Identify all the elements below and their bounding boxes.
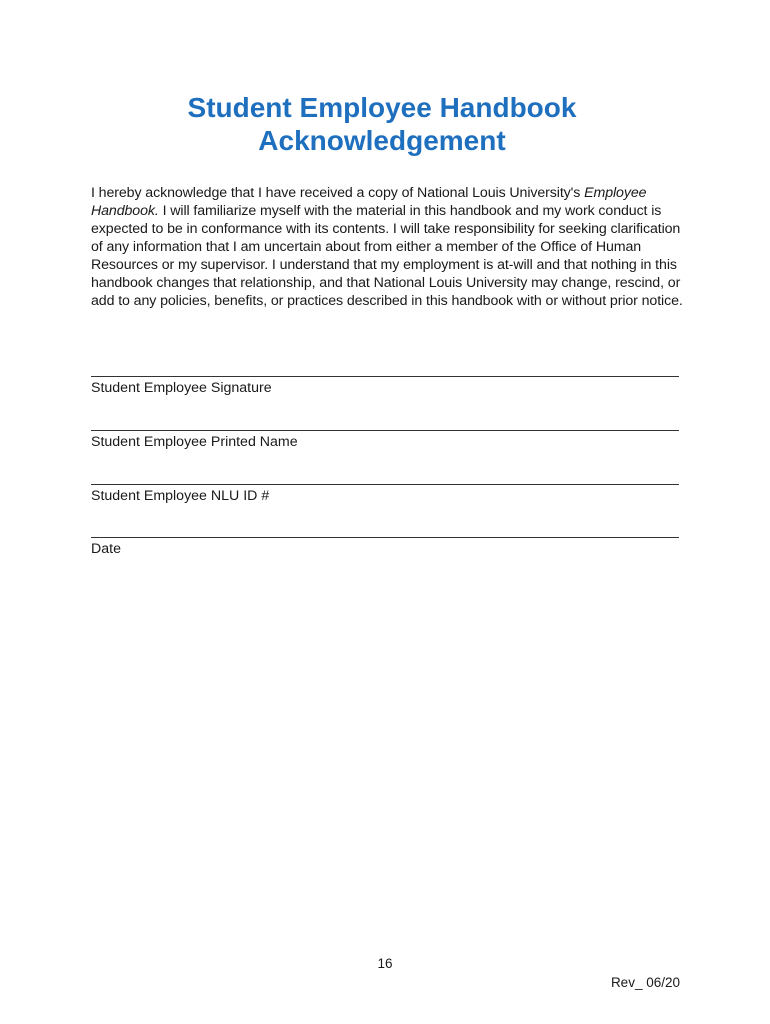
title-line-2: Acknowledgement bbox=[258, 124, 506, 156]
printed-name-field bbox=[91, 430, 679, 451]
paragraph-text-rest: I will familiarize myself with the material in this handbook and my work conduct is expected to be in conformance with its contents. I will take responsibility for seeking clarification of any information that I am uncertain about from either a member of the Office of Human Resources or my supervisor. I understand that my employment is at-will and that nothing in this handbook changes that relationship, and that National Louis University may change, rescind, or add to any policies, benefits, or practices described in this handbook with or without prior notice. bbox=[91, 203, 683, 309]
title-line-1: Student Employee Handbook bbox=[187, 91, 577, 123]
revision-note: Rev_ 06/20 bbox=[610, 975, 680, 990]
signature-line[interactable] bbox=[91, 376, 679, 377]
nlu-id-label: Student Employee NLU ID # bbox=[91, 488, 270, 504]
document-title bbox=[0, 91, 764, 157]
nlu-id-field bbox=[91, 484, 679, 505]
signature-field bbox=[91, 376, 679, 397]
signature-label: Student Employee Signature bbox=[91, 380, 272, 396]
date-line[interactable] bbox=[91, 537, 679, 538]
acknowledgement-paragraph bbox=[91, 184, 691, 310]
date-field bbox=[91, 537, 679, 558]
printed-name-line[interactable] bbox=[91, 430, 679, 431]
paragraph-text-start: I hereby acknowledge that I have received a copy of National Louis University's bbox=[91, 185, 585, 201]
page-number: 16 bbox=[377, 956, 393, 971]
handbook-title-italic: Employee Handbook. bbox=[91, 185, 647, 219]
nlu-id-line[interactable] bbox=[91, 484, 679, 485]
date-label: Date bbox=[91, 541, 121, 557]
printed-name-label: Student Employee Printed Name bbox=[91, 434, 298, 450]
